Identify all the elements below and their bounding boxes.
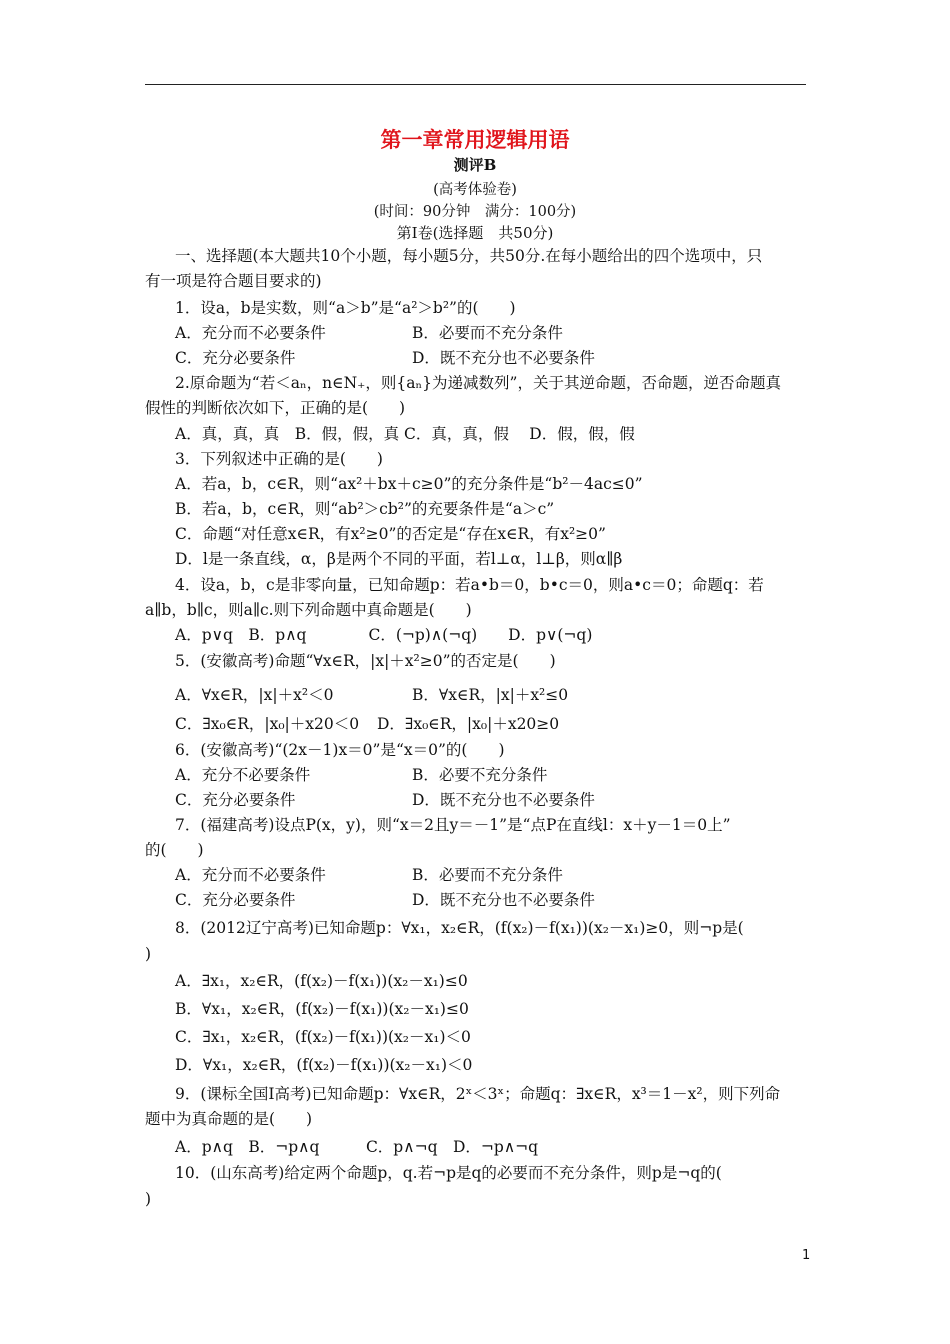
q8-stem-line-2: ) [145,945,152,963]
q1-option-a: A．充分而不必要条件 [175,324,326,342]
q3-option-c: C．命题“对任意x∈R，有x²≥0”的否定是“存在x∈R，有x²≥0” [175,525,606,543]
q6-option-d: D．既不充分也不必要条件 [412,791,595,809]
q5-option-d: D．∃x₀∈R，|x₀|＋x20≥0 [377,715,560,733]
q2-options: A．真，真，真 B．假，假，真 C．真，真，假 D．假，假，假 [175,425,635,443]
q3-option-b: B．若a，b，c∈R，则“ab²＞cb²”的充要条件是“a＞c” [175,500,555,518]
q4-options: A．p∨q B．p∧q C．(¬p)∧(¬q) D．p∨(¬q) [175,626,593,644]
q5-stem: 5．(安徽高考)命题“∀x∈R，|x|＋x²≥0”的否定是( ) [175,652,556,670]
q8-option-c: C．∃x₁，x₂∈R，(f(x₂)－f(x₁))(x₂－x₁)＜0 [175,1028,471,1046]
q3-stem: 3．下列叙述中正确的是( ) [175,450,383,468]
chapter-title: 第一章常用逻辑用语 [380,128,570,152]
q6-option-a: A．充分不必要条件 [175,766,311,784]
header-rule [145,84,806,85]
q8-option-d: D．∀x₁，x₂∈R，(f(x₂)－f(x₁))(x₂－x₁)＜0 [175,1056,473,1074]
q1-stem: 1．设a，b是实数，则“a＞b”是“a²＞b²”的( ) [175,299,516,317]
q8-option-b: B．∀x₁，x₂∈R，(f(x₂)－f(x₁))(x₂－x₁)≤0 [175,1000,469,1018]
instructions-line-2: 有一项是符合题目要求的) [145,272,322,290]
q1-option-c: C．充分必要条件 [175,349,296,367]
q8-option-a: A．∃x₁，x₂∈R，(f(x₂)－f(x₁))(x₂－x₁)≤0 [175,972,468,990]
part-heading: 第Ⅰ卷(选择题 共50分) [396,224,554,242]
q7-stem-line-1: 7．(福建高考)设点P(x，y)，则“x＝2且y＝－1”是“点P在直线l：x＋y－1＝0上” [175,816,731,834]
q5-option-c: C．∃x₀∈R，|x₀|＋x20＜0 [175,715,360,733]
q7-option-a: A．充分而不必要条件 [175,866,326,884]
q4-stem-line-2: a∥b，b∥c，则a∥c.则下列命题中真命题是( ) [145,601,472,619]
q8-stem-line-1: 8．(2012辽宁高考)已知命题p：∀x₁，x₂∈R，(f(x₂)－f(x₁))(x₂－x₁)≥0，则¬p是( [175,919,744,937]
q9-options: A．p∧q B．¬p∧q C．p∧¬q D．¬p∧¬q [175,1138,539,1156]
instructions-line-1: 一、选择题(本大题共10个小题，每小题5分，共50分.在每小题给出的四个选项中，只 [175,247,763,265]
q6-option-c: C．充分必要条件 [175,791,296,809]
q6-option-b: B．必要不充分条件 [412,766,548,784]
q2-stem-line-1: 2.原命题为“若＜aₙ，n∈N₊，则{aₙ}为递减数列”，关于其逆命题，否命题，逆否命题真 [175,374,781,392]
q6-stem: 6．(安徽高考)“(2x－1)x＝0”是“x＝0”的( ) [175,741,505,759]
q1-option-d: D．既不充分也不必要条件 [412,349,595,367]
test-subtitle: 测评B [453,156,497,174]
time-info: (时间：90分钟 满分：100分) [373,204,577,220]
test-kind: (高考体验卷) [433,182,517,198]
q3-option-a: A．若a，b，c∈R，则“ax²＋bx＋c≥0”的充分条件是“b²－4ac≤0” [175,475,643,493]
q7-option-d: D．既不充分也不必要条件 [412,891,595,909]
q10-stem-line-2: ) [145,1190,152,1208]
q9-stem-line-2: 题中为真命题的是( ) [145,1110,313,1128]
q5-option-b: B．∀x∈R，|x|＋x²≤0 [412,686,569,704]
q7-option-c: C．充分必要条件 [175,891,296,909]
q1-option-b: B．必要而不充分条件 [412,324,563,342]
q4-stem-line-1: 4．设a，b，c是非零向量，已知命题p：若a•b＝0，b•c＝0，则a•c＝0；命题q：若 [175,576,764,594]
q9-stem-line-1: 9．(课标全国Ⅰ高考)已知命题p：∀x∈R，2ˣ＜3ˣ；命题q：∃x∈R，x³＝1－x²，则下列命 [175,1085,781,1103]
q3-option-d: D．l是一条直线，α，β是两个不同的平面，若l⊥α，l⊥β，则α∥β [175,550,623,568]
q7-stem-line-2: 的( ) [145,841,204,859]
page-number: 1 [802,1248,811,1263]
q7-option-b: B．必要而不充分条件 [412,866,563,884]
q5-option-a: A．∀x∈R，|x|＋x²＜0 [175,686,334,704]
q10-stem-line-1: 10．(山东高考)给定两个命题p，q.若¬p是q的必要而不充分条件，则p是¬q的( [175,1164,722,1182]
q2-stem-line-2: 假性的判断依次如下，正确的是( ) [145,399,406,417]
